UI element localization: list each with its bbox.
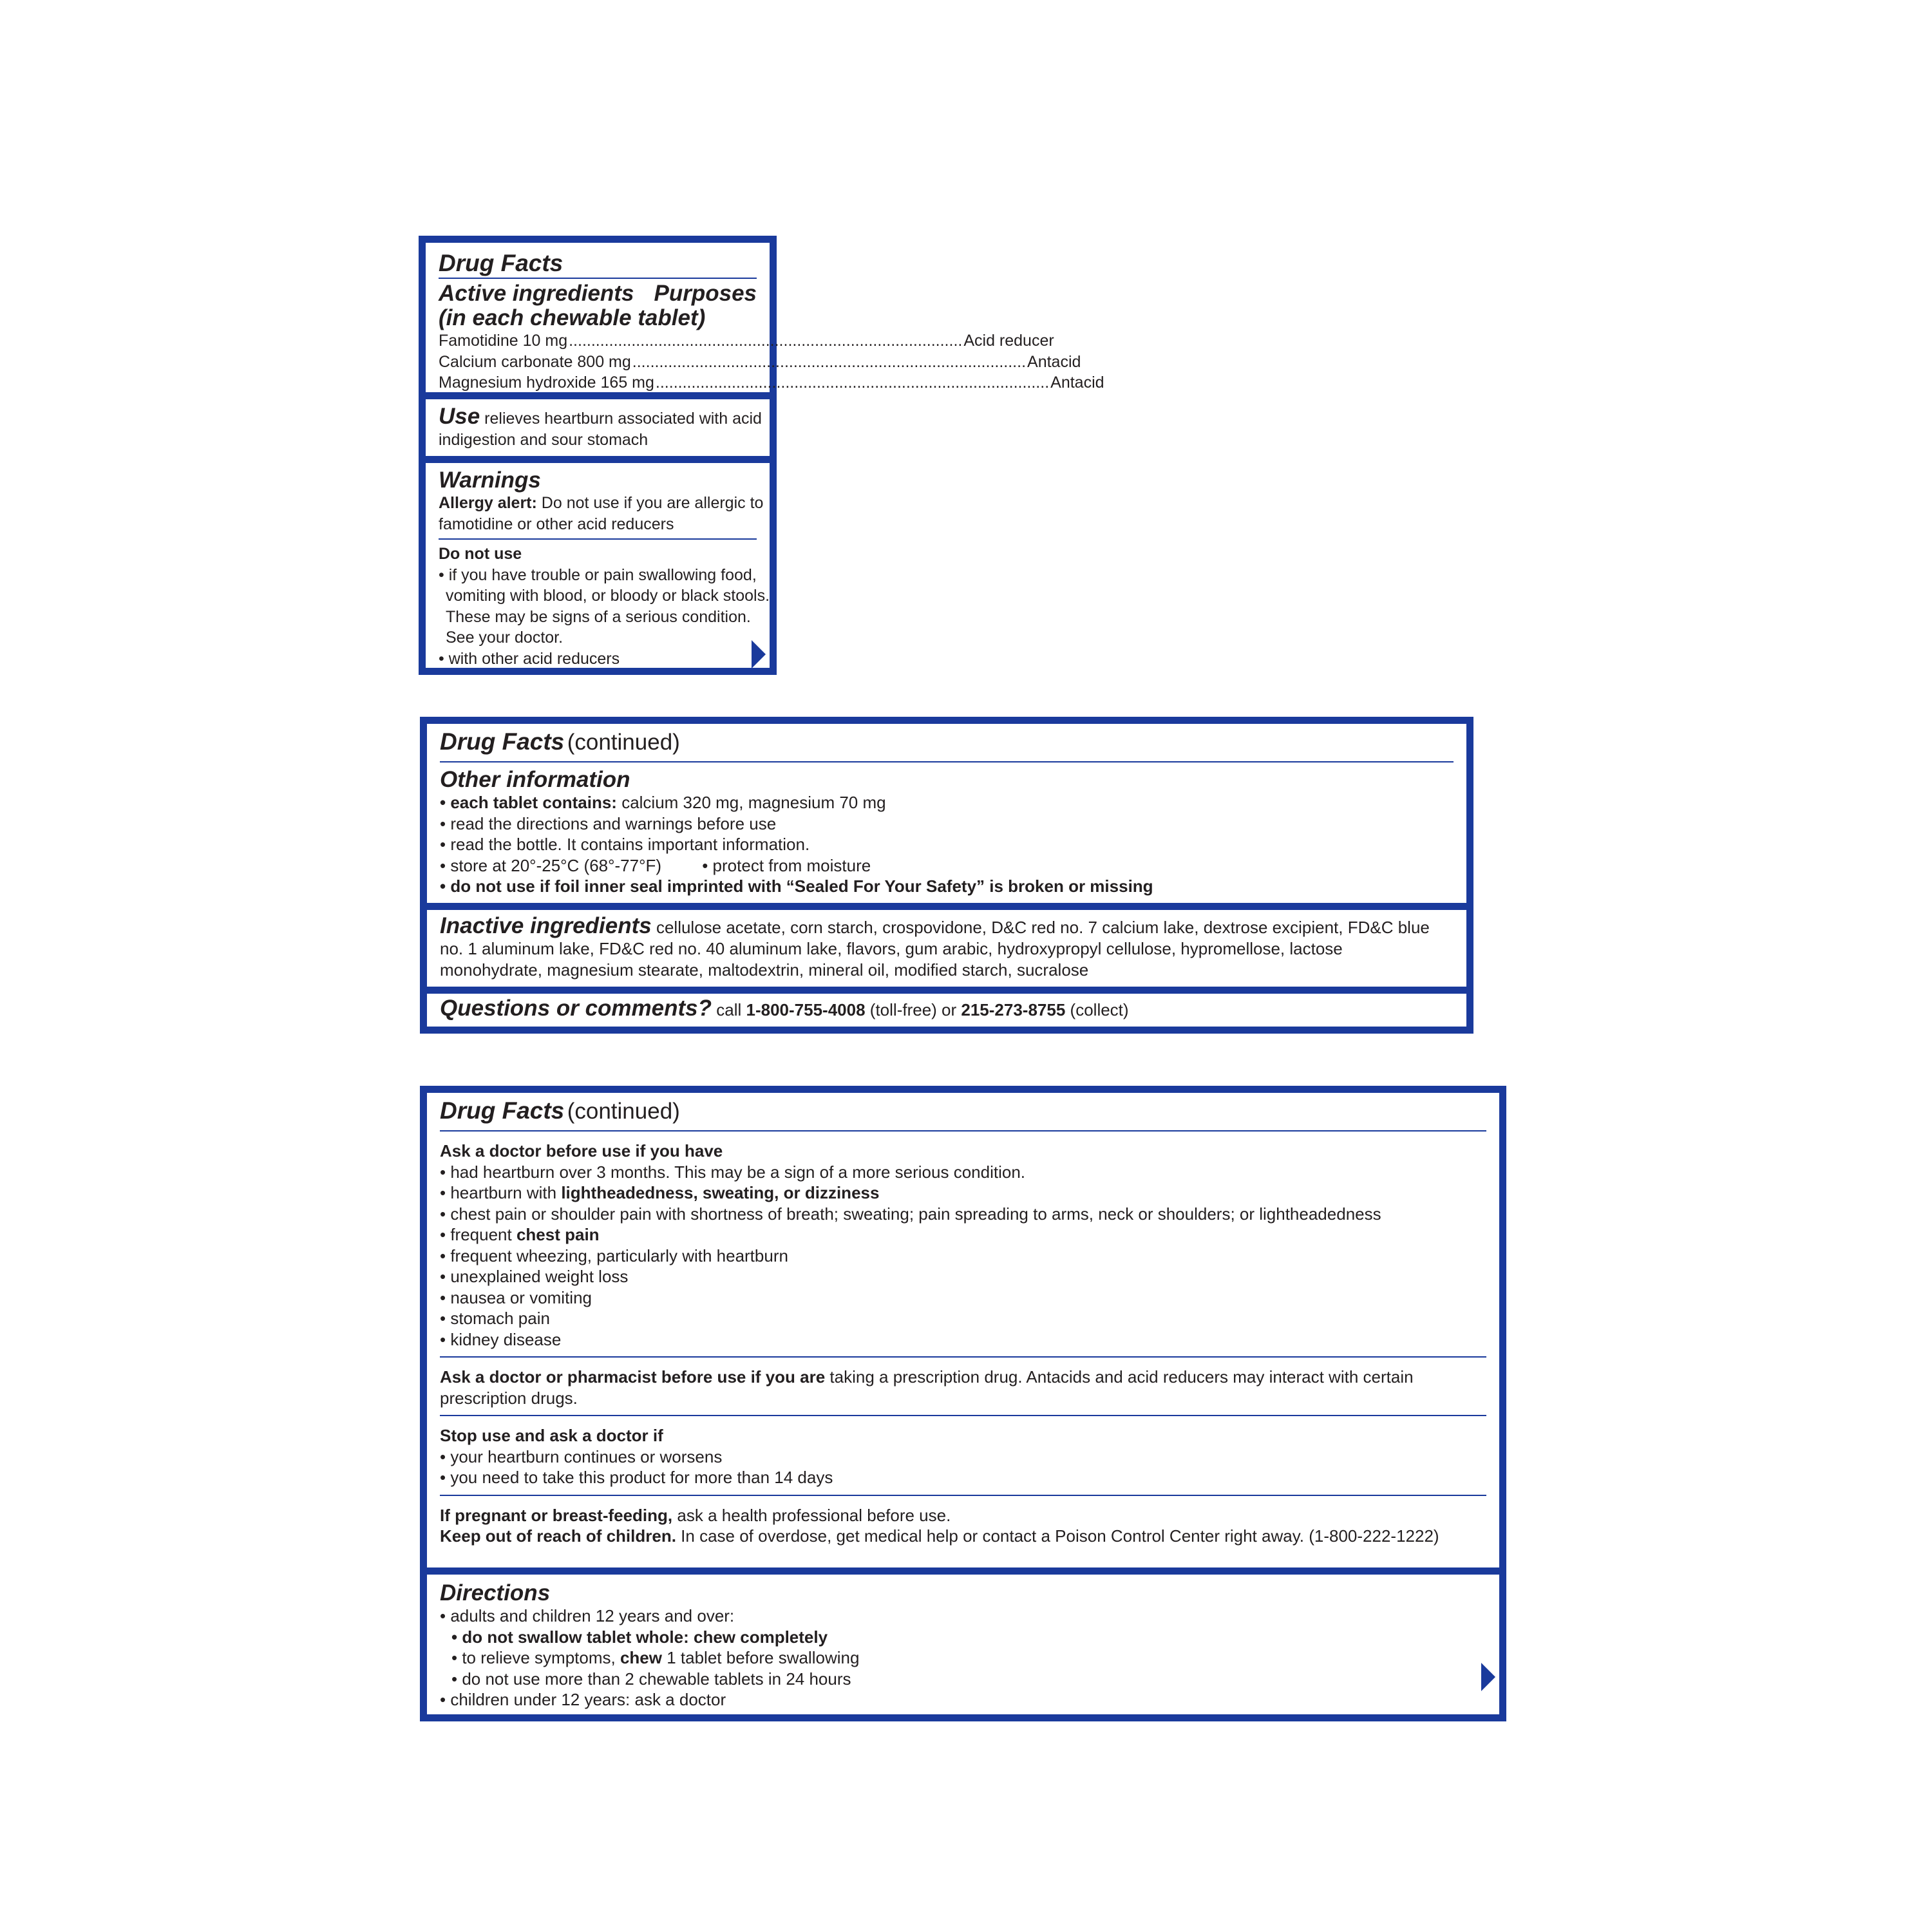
warnings-heading: Warnings	[439, 468, 541, 493]
stop-use-item: • you need to take this product for more than 14 days	[440, 1468, 833, 1487]
panel1-title: Drug Facts	[439, 250, 564, 276]
keep-out-warning	[440, 1526, 1486, 1547]
other-info-item: • read the directions and warnings before use	[440, 813, 777, 833]
ingredient-purpose: Acid reducer	[963, 332, 1054, 350]
ask-doctor-item: • kidney disease	[440, 1329, 562, 1349]
questions-heading: Questions or comments?	[440, 996, 712, 1021]
continue-arrow-icon	[1481, 1663, 1495, 1691]
do-not-use-line: These may be signs of a serious condition.	[446, 607, 751, 626]
item-text: • to relieve symptoms,	[451, 1648, 616, 1667]
item-text: • frequent	[440, 1225, 512, 1244]
panel2-title: Drug Facts	[440, 728, 565, 755]
section-divider	[426, 392, 770, 399]
other-info-item	[440, 792, 1454, 813]
ask-doctor-item: • nausea or vomiting	[440, 1287, 592, 1307]
pregnant-text: ask a health professional before use.	[677, 1505, 951, 1525]
call-text: call	[716, 1000, 742, 1019]
section-divider	[427, 987, 1466, 994]
toll-free-phone: 1-800-755-4008	[746, 1000, 866, 1019]
warnings-rule	[440, 1495, 1486, 1496]
ask-doctor-item: • frequent wheezing, particularly with heartburn	[440, 1245, 788, 1265]
ingredient-row	[439, 330, 1054, 352]
ingredient-purpose: Antacid	[1027, 352, 1081, 371]
allergy-alert-label: Allergy alert:	[439, 494, 537, 512]
use-section	[426, 399, 770, 456]
storage-text: • store at 20°-25°C (68°-77°F)	[440, 855, 662, 875]
do-not-use-line: vomiting with blood, or bloody or black stools.	[446, 587, 770, 605]
active-ingredients-heading: Active ingredients	[439, 281, 634, 306]
ingredient-purpose: Antacid	[1050, 374, 1104, 392]
warnings-section	[426, 463, 770, 669]
section-divider	[426, 456, 770, 463]
do-not-use-line: See your doctor.	[446, 629, 564, 647]
ask-doctor-item: • chest pain or shoulder pain with shortness of breath; sweating; pain spreading to arms, neck or shoulders; or lightheadedness	[440, 1204, 1381, 1224]
item-bold-text: chest pain	[516, 1225, 600, 1244]
ask-doctor-item: • unexplained weight loss	[440, 1267, 629, 1286]
use-heading: Use	[439, 404, 480, 429]
pregnant-warning	[440, 1505, 1486, 1526]
title-rule	[440, 761, 1454, 762]
item-text: 1 tablet before swallowing	[667, 1648, 860, 1667]
ask-doctor-item	[440, 1224, 1486, 1245]
keep-out-heading: Keep out of reach of children.	[440, 1526, 676, 1546]
ask-pharmacist-heading: Ask a doctor or pharmacist before use if you are	[440, 1367, 826, 1387]
inactive-ingredients-text-line: monohydrate, magnesium stearate, maltodextrin, mineral oil, modified starch, sucralose	[440, 960, 1089, 980]
title-rule	[440, 1130, 1486, 1132]
ingredient-row	[439, 352, 1081, 373]
continue-arrow-icon	[752, 640, 766, 668]
drug-facts-panel-3	[420, 1086, 1506, 1721]
allergy-alert-text-line2: famotidine or other acid reducers	[439, 515, 674, 533]
inactive-ingredients-text-line: no. 1 aluminum lake, FD&C red no. 40 aluminum lake, flavors, gum arabic, hydroxypropyl cellulose, hypromellose, lactose	[440, 939, 1343, 958]
other-info-item: • do not use if foil inner seal imprinted with “Sealed For Your Safety” is broken or missing	[440, 876, 1153, 896]
use-text: relieves heartburn associated with acid	[484, 410, 762, 428]
stop-use-item: • your heartburn continues or worsens	[440, 1446, 723, 1466]
other-info-item: • read the bottle. It contains important information.	[440, 835, 810, 854]
directions-item	[440, 1647, 1486, 1669]
directions-heading: Directions	[440, 1580, 551, 1605]
do-not-use-line: • if you have trouble or pain swallowing food,	[439, 565, 757, 584]
ask-pharmacist-text-line2: prescription drugs.	[440, 1388, 578, 1408]
title-rule	[439, 278, 757, 279]
item-bold-text: lightheadedness, sweating, or dizziness	[561, 1183, 880, 1202]
toll-free-note: (toll-free) or	[869, 1000, 957, 1019]
purposes-heading: Purposes	[654, 281, 757, 306]
ask-pharmacist-block	[440, 1367, 1486, 1408]
ask-doctor-item: • had heartburn over 3 months. This may be a sign of a more serious condition.	[440, 1162, 1025, 1182]
moisture-text: • protect from moisture	[702, 855, 871, 875]
allergy-alert-text: Do not use if you are allergic to	[541, 494, 764, 512]
leader-dots: ........................................................................................	[569, 332, 963, 350]
inactive-ingredients-section	[427, 910, 1466, 987]
leader-dots: ........................................................................................	[655, 374, 1050, 392]
collect-phone: 215-273-8755	[961, 1000, 1066, 1019]
ask-pharmacist-text: taking a prescription drug. Antacids and acid reducers may interact with certain	[829, 1367, 1414, 1387]
keep-out-text: In case of overdose, get medical help or contact a Poison Control Center right away. (1-800-222-1222)	[681, 1526, 1439, 1546]
directions-item: • do not use more than 2 chewable tablets in 24 hours	[451, 1669, 851, 1689]
directions-item: • do not swallow tablet whole: chew completely	[451, 1627, 828, 1647]
section-divider	[427, 1567, 1499, 1575]
panel2-top-section	[427, 724, 1466, 903]
drug-facts-panel-2	[420, 717, 1473, 1034]
section-divider	[427, 903, 1466, 910]
panel1-top-section	[426, 243, 1104, 392]
panel3-warnings-section	[427, 1093, 1499, 1567]
use-text-line2: indigestion and sour stomach	[439, 430, 649, 449]
directions-item: • adults and children 12 years and over:	[440, 1606, 735, 1625]
ask-doctor-block	[440, 1141, 1486, 1350]
warnings-rule	[440, 1415, 1486, 1416]
panel3-title: Drug Facts	[440, 1097, 565, 1124]
other-info-item	[440, 855, 1454, 876]
other-info-text: calcium 320 mg, magnesium 70 mg	[621, 793, 886, 812]
item-bold-text: chew	[620, 1648, 662, 1667]
leader-dots: ........................................................................................	[632, 352, 1027, 371]
item-text: • heartburn with	[440, 1183, 557, 1202]
questions-section	[427, 994, 1466, 1021]
pregnant-heading: If pregnant or breast-feeding,	[440, 1505, 673, 1525]
inactive-ingredients-heading: Inactive ingredients	[440, 913, 652, 938]
ingredient-name: Famotidine 10 mg	[439, 332, 568, 350]
ask-doctor-item: • stomach pain	[440, 1309, 550, 1328]
ingredient-name: Magnesium hydroxide 165 mg	[439, 374, 654, 392]
stop-use-heading: Stop use and ask a doctor if	[440, 1426, 663, 1445]
active-ingredients-subheading: (in each chewable tablet)	[439, 305, 706, 330]
ingredient-name: Calcium carbonate 800 mg	[439, 352, 631, 371]
collect-note: (collect)	[1070, 1000, 1129, 1019]
warnings-rule	[439, 538, 757, 540]
continued-label: (continued)	[567, 730, 680, 755]
ask-doctor-heading: Ask a doctor before use if you have	[440, 1141, 723, 1160]
inactive-ingredients-text: cellulose acetate, corn starch, crospovidone, D&C red no. 7 calcium lake, dextrose excipient, FD&C blue	[656, 918, 1430, 937]
directions-section	[427, 1575, 1499, 1710]
ingredient-row	[439, 372, 1104, 393]
ask-doctor-item	[440, 1182, 1486, 1204]
do-not-use-heading: Do not use	[439, 545, 522, 563]
other-info-bold: • each tablet contains:	[440, 793, 617, 812]
drug-facts-panel-1	[419, 236, 1104, 675]
warnings-rule	[440, 1356, 1486, 1358]
stop-use-block	[440, 1425, 1486, 1488]
directions-item: • children under 12 years: ask a doctor	[440, 1690, 726, 1709]
do-not-use-line: • with other acid reducers	[439, 649, 620, 668]
other-information-heading: Other information	[440, 767, 630, 792]
continued-label: (continued)	[567, 1099, 680, 1124]
